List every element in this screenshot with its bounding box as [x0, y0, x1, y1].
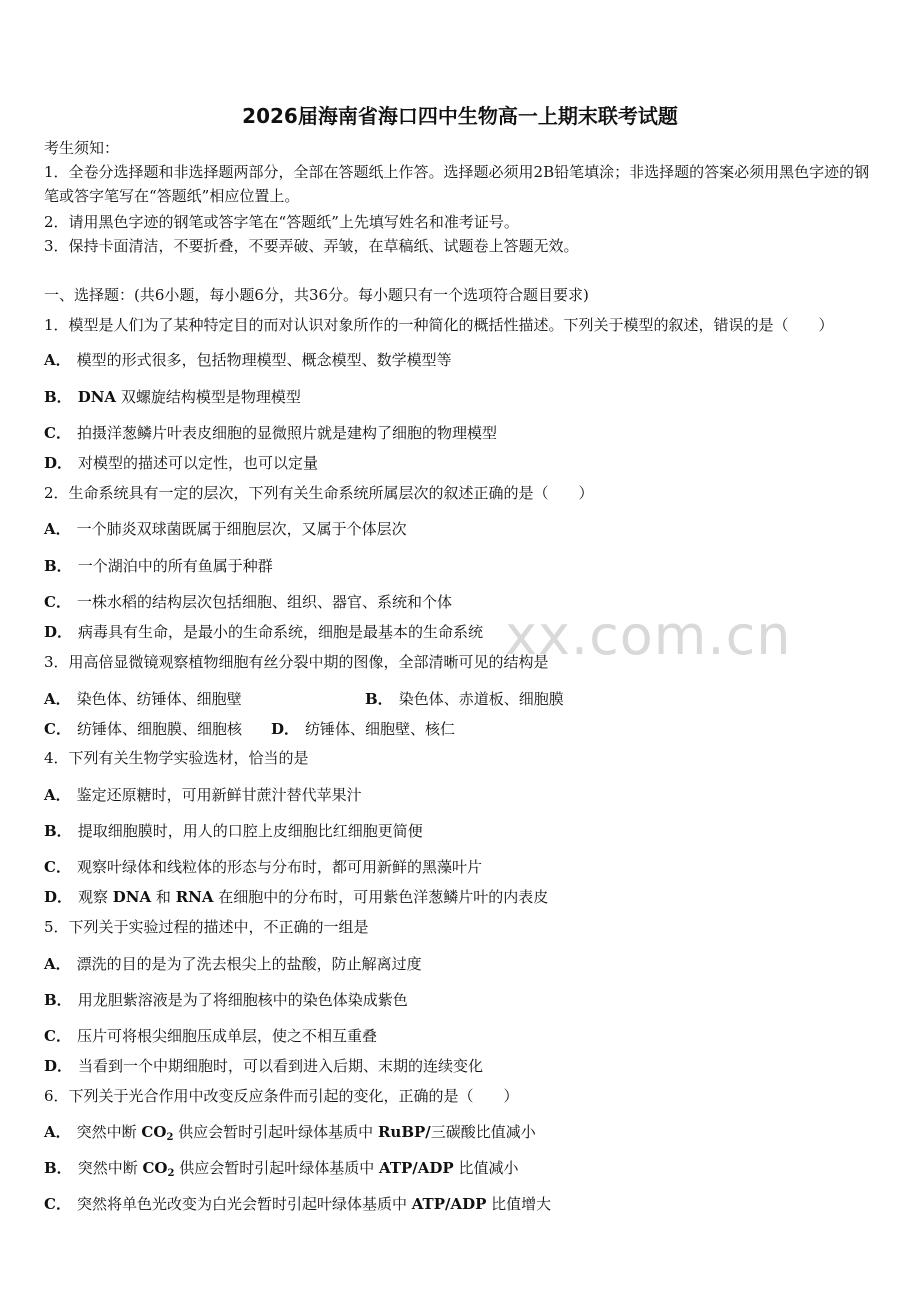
option-letter: B．: [44, 991, 72, 1009]
option-letter: C．: [44, 720, 71, 738]
option-text: 染色体、赤道板、细胞膜: [398, 690, 564, 708]
option-letter: B．: [44, 1159, 72, 1177]
option-letter: C．: [44, 858, 71, 876]
option-letter: A．: [44, 520, 71, 538]
q4-option-a: [44, 785, 362, 805]
option-letter: C．: [44, 1027, 71, 1045]
term: CO: [142, 1159, 168, 1177]
term: RNA: [175, 888, 214, 906]
q5-option-c: [44, 1026, 377, 1046]
option-text: 供应会暂时引起叶绿体基质中: [173, 1123, 378, 1141]
term: ATP/ADP: [379, 1159, 454, 1177]
option-letter: A．: [44, 690, 71, 708]
q5-option-a: [44, 954, 422, 974]
question-1-stem: 1．模型是人们为了某种特定目的而对认识对象所作的一种简化的概括性描述。下列关于模型的叙述，错误的是（ ）: [44, 316, 834, 334]
q1-option-b: [44, 387, 301, 407]
section-heading: 一、选择题：(共6小题，每小题6分，共36分。每小题只有一个选项符合题目要求): [44, 286, 589, 304]
option-letter: A．: [44, 1123, 71, 1141]
option-text: 和: [151, 888, 176, 906]
option-text: 一个湖泊中的所有鱼属于种群: [77, 557, 273, 575]
option-text: 纺锤体、细胞膜、细胞核: [76, 720, 242, 738]
term: RuBP/: [377, 1123, 431, 1141]
option-text: 病毒具有生命，是最小的生命系统，细胞是最基本的生命系统: [78, 623, 484, 641]
q6-option-a: [44, 1122, 536, 1148]
q2-option-d: [44, 622, 483, 642]
option-text: 当看到一个中期细胞时，可以看到进入后期、末期的连续变化: [78, 1057, 484, 1075]
option-text: 在细胞中的分布时，可用紫色洋葱鳞片叶的内表皮: [213, 888, 549, 906]
option-letter: D．: [44, 1057, 73, 1075]
q4-option-b: [44, 821, 423, 841]
question-4-stem: 4．下列有关生物学实验选材，恰当的是: [44, 749, 309, 767]
option-text: 染色体、纺锤体、细胞壁: [76, 690, 242, 708]
q6-option-c: [44, 1194, 551, 1214]
question-6-stem: 6．下列关于光合作用中改变反应条件而引起的变化，正确的是（ ）: [44, 1087, 519, 1105]
question-5-stem: 5．下列关于实验过程的描述中，不正确的一组是: [44, 918, 369, 936]
notice-heading: 考生须知：: [44, 139, 120, 157]
option-letter: D．: [44, 623, 73, 641]
option-text: 提取细胞膜时，用人的口腔上皮细胞比红细胞更简便: [77, 822, 423, 840]
q2-option-a: [44, 519, 407, 539]
option-letter: A．: [44, 955, 71, 973]
q1-option-a: [44, 350, 452, 370]
option-text: 用龙胆紫溶液是为了将细胞核中的染色体染成紫色: [77, 991, 408, 1009]
term: CO: [141, 1123, 167, 1141]
option-text: 鉴定还原糖时，可用新鲜甘蔗汁替代苹果汁: [76, 786, 362, 804]
question-2-stem: 2．生命系统具有一定的层次，下列有关生命系统所属层次的叙述正确的是（ ）: [44, 484, 594, 502]
option-text: 漂洗的目的是为了洗去根尖上的盐酸，防止解离过度: [76, 955, 422, 973]
term: DNA: [112, 888, 152, 906]
question-3-stem: 3．用高倍显微镜观察植物细胞有丝分裂中期的图像，全部清晰可见的结构是: [44, 653, 549, 671]
option-letter: C．: [44, 424, 71, 442]
option-text: 突然将单色光改变为白光会暂时引起叶绿体基质中: [76, 1195, 412, 1213]
q2-option-c: [44, 592, 452, 612]
option-text: 三碳酸比值减小: [430, 1123, 536, 1141]
q3-option-b: [365, 689, 564, 709]
option-letter: C．: [44, 1195, 71, 1213]
option-text: 观察: [78, 888, 113, 906]
option-text: 突然中断: [77, 1159, 143, 1177]
subscript: 2: [166, 1132, 174, 1143]
option-text: 拍摄洋葱鳞片叶表皮细胞的显微照片就是建构了细胞的物理模型: [76, 424, 497, 442]
option-letter: B．: [44, 388, 72, 406]
q5-option-b: [44, 990, 408, 1010]
option-letter: D．: [44, 888, 73, 906]
q5-option-d: [44, 1056, 483, 1076]
notice-item-2: 2．请用黑色字迹的钢笔或答字笔在“答题纸”上先填写姓名和准考证号。: [44, 213, 519, 231]
option-text: 对模型的描述可以定性，也可以定量: [78, 454, 319, 472]
option-letter: D．: [44, 454, 73, 472]
q1-option-c: [44, 423, 497, 443]
notice-item-3: 3．保持卡面清洁，不要折叠，不要弄破、弄皱，在草稿纸、试题卷上答题无效。: [44, 237, 579, 255]
option-text: 观察叶绿体和线粒体的形态与分布时，都可用新鲜的黑藻叶片: [76, 858, 482, 876]
term: ATP/ADP: [411, 1195, 487, 1213]
option-text: 模型的形式很多，包括物理模型、概念模型、数学模型等: [76, 351, 452, 369]
option-text: 一个肺炎双球菌既属于细胞层次，又属于个体层次: [76, 520, 407, 538]
option-text: 一株水稻的结构层次包括细胞、组织、器官、系统和个体: [76, 593, 452, 611]
q4-option-d: [44, 887, 548, 907]
q3-option-c: [44, 719, 242, 739]
option-text: 压片可将根尖细胞压成单层，使之不相互重叠: [76, 1027, 377, 1045]
option-text: 比值增大: [486, 1195, 552, 1213]
option-letter: A．: [44, 786, 71, 804]
q6-option-b: [44, 1158, 518, 1184]
option-letter: C．: [44, 593, 71, 611]
option-text: 双螺旋结构模型是物理模型: [116, 388, 301, 406]
q3-option-d: [271, 719, 455, 739]
q4-option-c: [44, 857, 482, 877]
page-title: 2026届海南省海口四中生物高一上期末联考试题: [242, 104, 678, 128]
option-letter: B．: [365, 690, 393, 708]
q3-option-a: [44, 689, 242, 709]
notice-item-1: 1．全卷分选择题和非选择题两部分，全部在答题纸上作答。选择题必须用2B铅笔填涂；非选择题的答案必须用黑色字迹的钢笔或答字笔写在“答题纸”相应位置上。: [44, 163, 870, 205]
option-letter: B．: [44, 822, 72, 840]
option-letter: D．: [271, 720, 300, 738]
option-text: 比值减小: [453, 1159, 519, 1177]
q2-option-b: [44, 556, 273, 576]
option-letter: A．: [44, 351, 71, 369]
option-text: 突然中断: [76, 1123, 142, 1141]
subscript: 2: [167, 1168, 175, 1179]
option-letter: B．: [44, 557, 72, 575]
term: DNA: [77, 388, 117, 406]
watermark: xx.com.cn: [505, 604, 792, 667]
q1-option-d: [44, 453, 318, 473]
option-text: 纺锤体、细胞壁、核仁: [305, 720, 456, 738]
option-text: 供应会暂时引起叶绿体基质中: [174, 1159, 379, 1177]
